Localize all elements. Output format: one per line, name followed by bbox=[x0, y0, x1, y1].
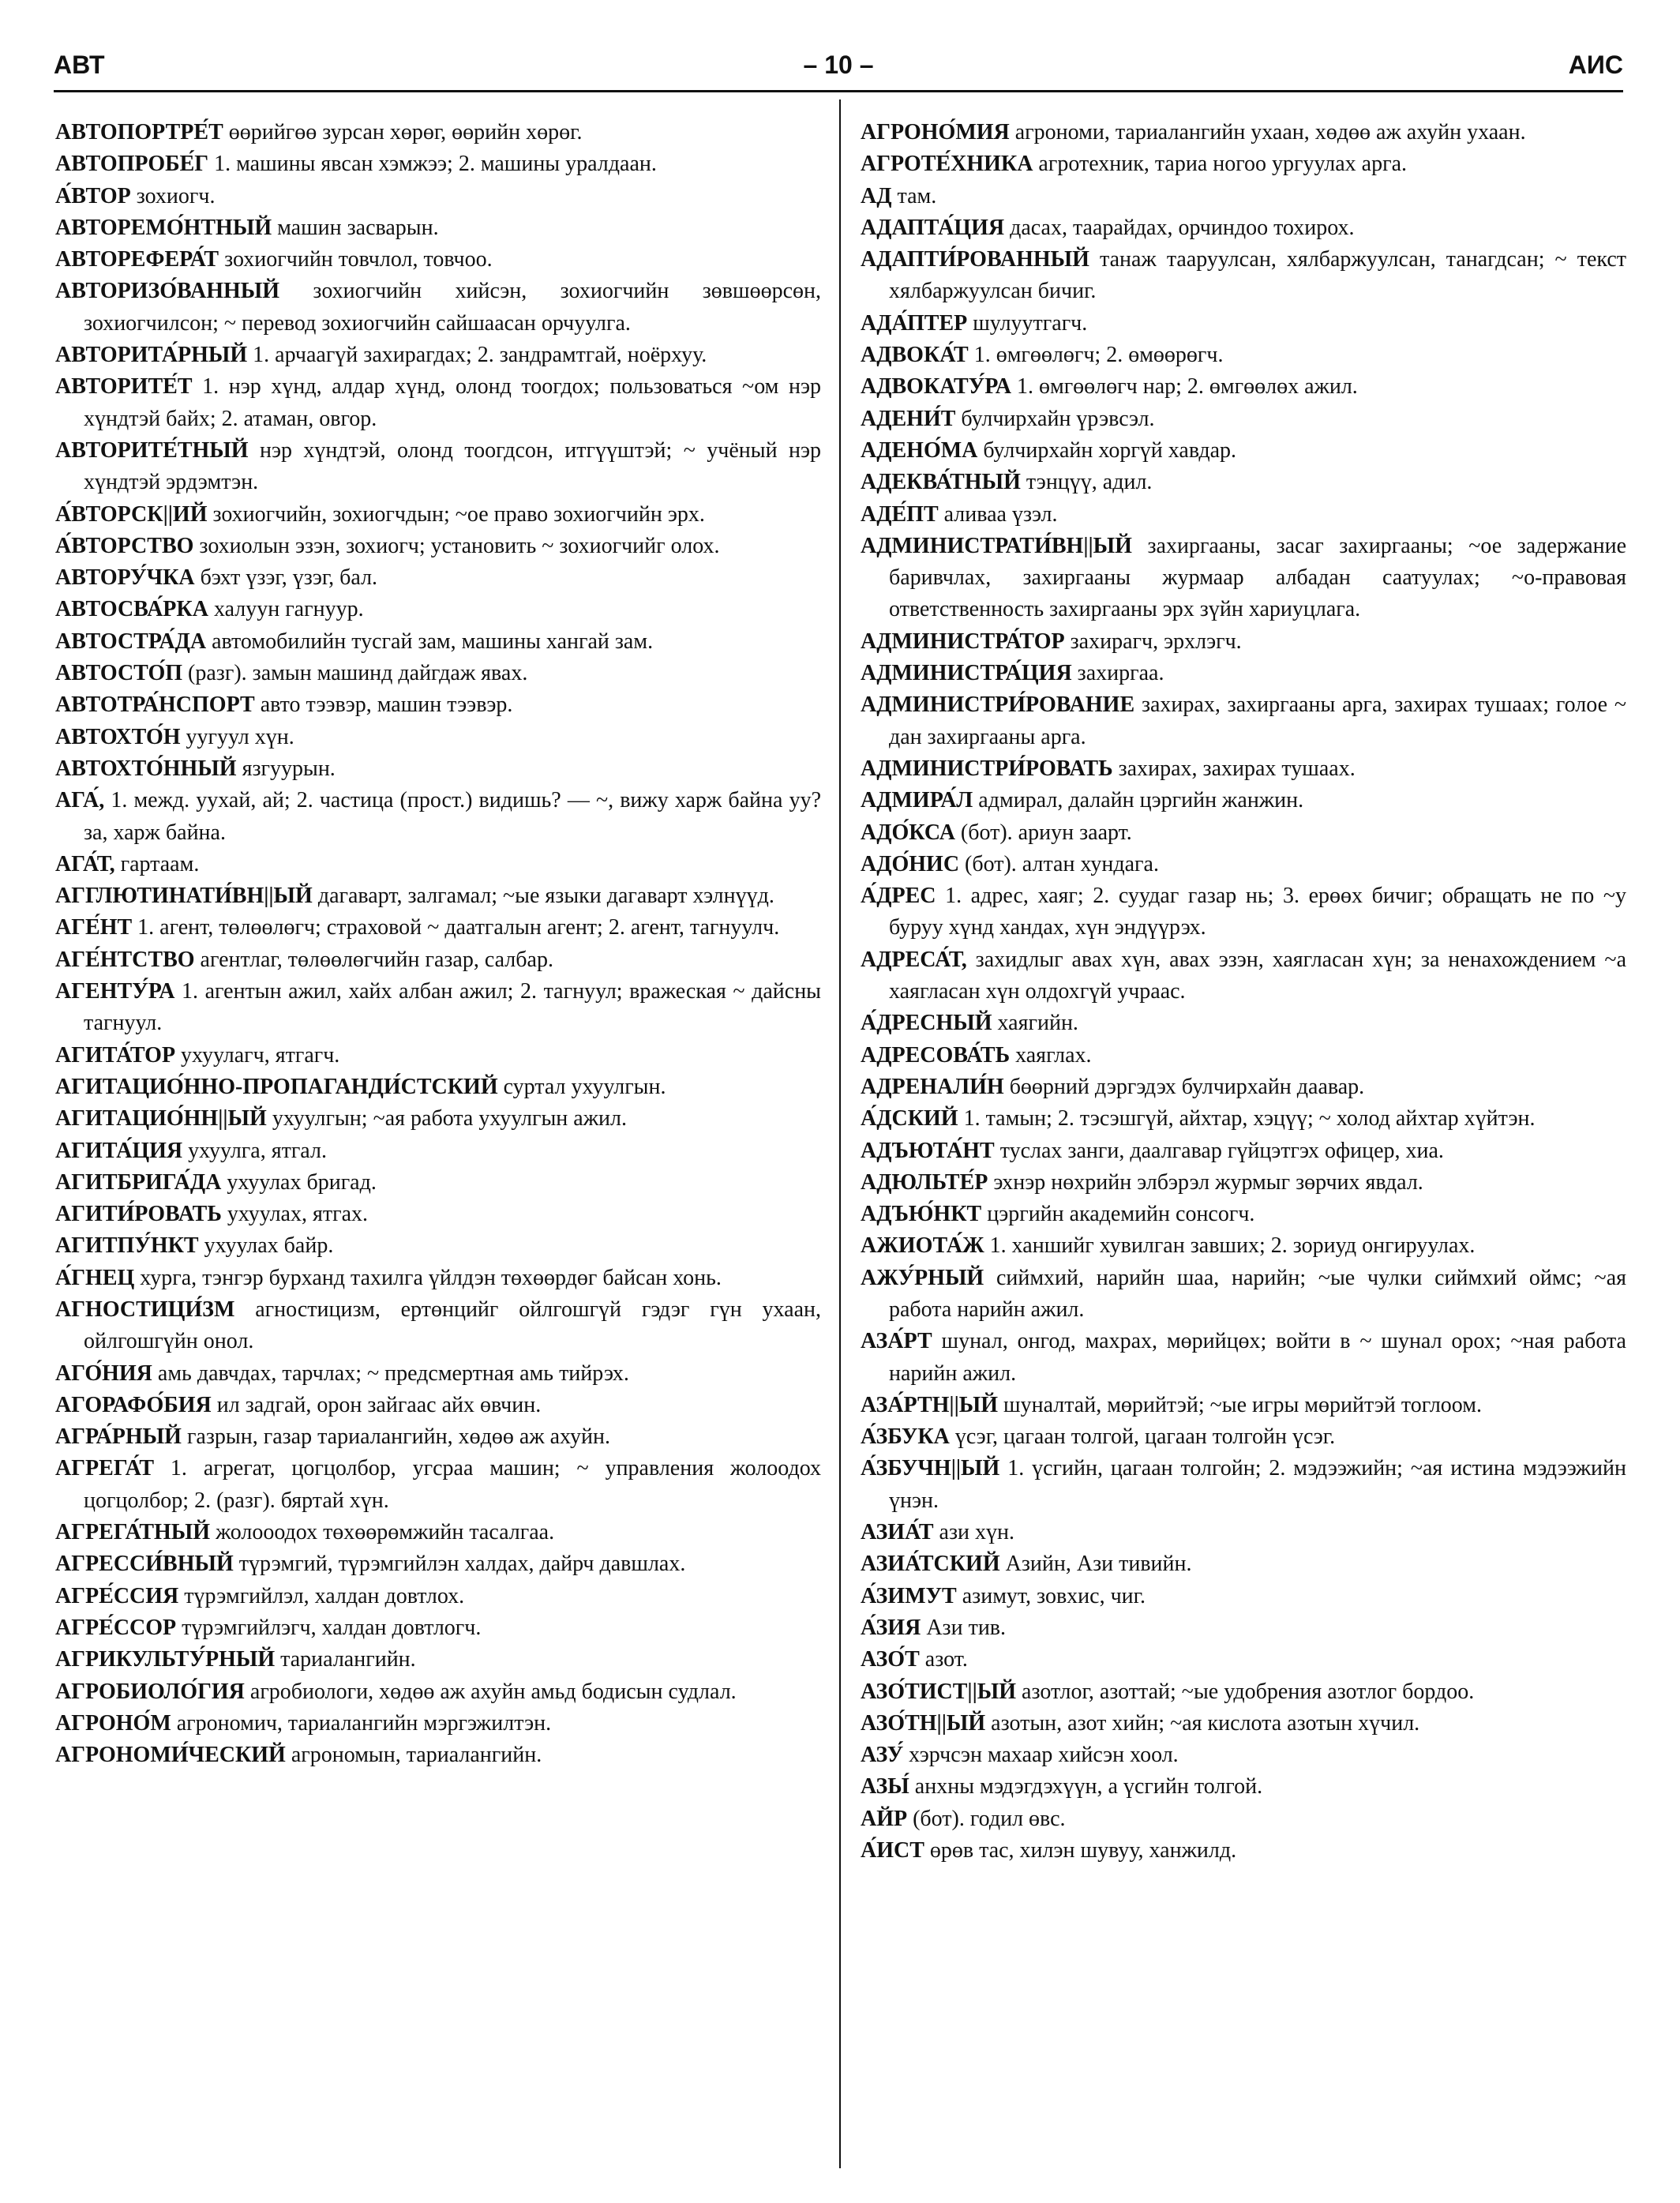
definition: анхны мэдэгдэхүүн, а үсгийн толгой. bbox=[909, 1774, 1263, 1800]
dictionary-entry bbox=[861, 1803, 1626, 1835]
definition: агностицизм, ертөнцийг ойлгошгүй гэдэг гүн ухаан, ойлгошгүйн онол. bbox=[84, 1297, 821, 1354]
headword: А́ДРЕСНЫЙ bbox=[861, 1011, 992, 1036]
definition: агротехник, тариа ногоо ургуулах арга. bbox=[1033, 152, 1408, 177]
definition: цэргийн академийн сонсогч. bbox=[981, 1202, 1255, 1227]
headword: АГРОНО́МИЯ bbox=[861, 120, 1010, 144]
headword: АГИТБРИГА́ДА bbox=[55, 1169, 222, 1195]
headword: АГРЕССИ́ВНЫЙ bbox=[55, 1552, 234, 1577]
dictionary-entry bbox=[55, 1358, 821, 1390]
definition: там. bbox=[891, 183, 937, 208]
headword: АДА́ПТЕР bbox=[861, 310, 968, 336]
dictionary-entry bbox=[861, 1390, 1626, 1421]
dictionary-entry bbox=[55, 340, 821, 371]
definition: халуун гагнуур. bbox=[208, 597, 364, 622]
headword: АГЕ́НТСТВО bbox=[55, 947, 195, 972]
definition: ухуулах байр. bbox=[198, 1233, 334, 1259]
headword: АГГЛЮТИНАТИ́ВН||ЫЙ bbox=[55, 884, 313, 909]
dictionary-entry bbox=[861, 1453, 1626, 1517]
headword: АДЕКВА́ТНЫЙ bbox=[861, 470, 1021, 495]
dictionary-entry bbox=[861, 371, 1626, 403]
headword: АДЕНИ́Т bbox=[861, 406, 956, 431]
headword: АДАПТА́ЦИЯ bbox=[861, 215, 1005, 240]
definition: танаж тааруулсан, хялбаржуулсан, танагдсан; ~ текст хялбаржуулсан бичиг. bbox=[889, 247, 1626, 304]
headword: А́ВТОРСТВО bbox=[55, 533, 194, 558]
dictionary-entry bbox=[55, 1581, 821, 1612]
definition: булчирхайн хоргүй хавдар. bbox=[977, 437, 1237, 463]
dictionary-entry bbox=[55, 722, 821, 753]
dictionary-entry bbox=[861, 340, 1626, 371]
dictionary-entry bbox=[861, 880, 1626, 944]
dictionary-entry bbox=[55, 626, 821, 658]
headword: АГРЕ́ССИЯ bbox=[55, 1583, 179, 1608]
dictionary-entry bbox=[861, 753, 1626, 785]
headword: АЗЫ́ bbox=[861, 1774, 909, 1800]
dictionary-entry bbox=[55, 1230, 821, 1262]
headword: АВТОРИТЕ́Т bbox=[55, 374, 193, 400]
definition: захиргаа. bbox=[1071, 661, 1164, 686]
headword: А́ЗИМУТ bbox=[861, 1583, 957, 1608]
dictionary-entry bbox=[55, 1708, 821, 1740]
definition: агентлаг, төлөөлөгчийн газар, салбар. bbox=[194, 947, 553, 972]
headword: АЗУ́ bbox=[861, 1743, 904, 1768]
headword: АДЪЮТА́НТ bbox=[861, 1138, 995, 1163]
headword: А́ЗБУКА bbox=[861, 1424, 950, 1450]
headword: АГА́, bbox=[55, 788, 105, 813]
dictionary-entry bbox=[55, 1135, 821, 1167]
definition: хурга, тэнгэр бурханд тахилга үйлдэн төхөөрдөг байсан хонь. bbox=[134, 1265, 722, 1290]
dictionary-entry bbox=[55, 1548, 821, 1580]
definition: өрөв тас, хилэн шувуу, ханжилд. bbox=[924, 1838, 1237, 1863]
headword: АЗО́Т bbox=[861, 1647, 920, 1672]
headword: АВТОСВА́РКА bbox=[55, 597, 208, 622]
definition: 1. агент, төлөөлөгч; страховой ~ даатгалын агент; 2. агент, тагнуулч. bbox=[132, 915, 780, 940]
headword: АЙР bbox=[861, 1806, 908, 1831]
dictionary-entry bbox=[55, 1612, 821, 1644]
definition: түрэмгий, түрэмгийлэн халдах, дайрч давшлах. bbox=[233, 1552, 686, 1577]
definition: (бот). алтан хундага. bbox=[959, 851, 1159, 876]
definition: зохиогчийн товчлол, товчоо. bbox=[219, 247, 493, 272]
headword: АГОРАФО́БИЯ bbox=[55, 1392, 212, 1417]
header-left-guide-word: АВТ bbox=[54, 51, 105, 79]
headword: АДЕНО́МА bbox=[861, 437, 978, 463]
headword: АГРЕ́ССОР bbox=[55, 1615, 177, 1640]
definition: 1. машины явсан хэмжээ; 2. машины уралдаан. bbox=[208, 152, 657, 177]
page-header bbox=[54, 46, 1623, 93]
headword: АДМИНИСТРИ́РОВАНИЕ bbox=[861, 692, 1135, 718]
dictionary-entry bbox=[55, 1390, 821, 1421]
dictionary-entry bbox=[861, 1263, 1626, 1327]
definition: хэрчсэн махаар хийсэн хоол. bbox=[903, 1743, 1179, 1768]
dictionary-entry bbox=[55, 1103, 821, 1135]
dictionary-entry bbox=[55, 117, 821, 148]
dictionary-entry bbox=[55, 1676, 821, 1708]
dictionary-entry bbox=[861, 1230, 1626, 1262]
headword: АВТОРУ́ЧКА bbox=[55, 565, 195, 591]
headword: АЗО́ТН||ЫЙ bbox=[861, 1710, 986, 1736]
dictionary-entry bbox=[861, 117, 1626, 148]
right-column bbox=[861, 117, 1626, 1867]
dictionary-entry bbox=[55, 1263, 821, 1294]
definition: (разг). замын машинд дайгдаж явах. bbox=[182, 661, 528, 686]
dictionary-entry bbox=[55, 148, 821, 180]
headword: АДМИРА́Л bbox=[861, 788, 973, 813]
dictionary-entry bbox=[55, 1517, 821, 1548]
headword: АДЮЛЬТЕ́Р bbox=[861, 1169, 988, 1195]
definition: тэнцүү, адил. bbox=[1020, 470, 1153, 495]
definition: шунал, онгод, махрах, мөрийцөх; войти в ~ шунал орох; ~ная работа нарийн ажил. bbox=[889, 1329, 1626, 1386]
headword: АДЪЮ́НКТ bbox=[861, 1202, 982, 1227]
headword: А́ИСТ bbox=[861, 1838, 924, 1863]
dictionary-entry bbox=[861, 1199, 1626, 1230]
definition: нэр хүндтэй, олонд тоогдсон, итгүүштэй; ~ учёный нэр хүндтэй эрдэмтэн. bbox=[84, 437, 821, 495]
dictionary-entry bbox=[861, 944, 1626, 1008]
dictionary-entry bbox=[861, 1548, 1626, 1580]
dictionary-entry bbox=[861, 1040, 1626, 1071]
dictionary-entry bbox=[55, 1294, 821, 1358]
headword: АВТОПОРТРЕ́Т bbox=[55, 120, 223, 144]
headword: АГРОТЕ́ХНИКА bbox=[861, 152, 1033, 177]
headword: А́ЗБУЧН||ЫЙ bbox=[861, 1456, 1000, 1481]
definition: хаяглах. bbox=[1010, 1042, 1092, 1068]
definition: 1. үсгийн, цагаан толгойн; 2. мэдээжийн; ~ая истина мэдээжийн үнэн. bbox=[889, 1456, 1626, 1513]
dictionary-entry bbox=[861, 1326, 1626, 1390]
dictionary-entry bbox=[55, 1740, 821, 1771]
definition: захирах, захиргааны арга, захирах тушаах; голое ~ дан захиргааны арга. bbox=[889, 692, 1626, 749]
column-divider bbox=[839, 99, 841, 2168]
definition: 1. адрес, хаяг; 2. суудаг газар нь; 3. ерөөх бичиг; обращать не по ~у буруу хүнд хандах, хүн эндүүрэх. bbox=[889, 884, 1626, 940]
headword: АГРЕГА́ТНЫЙ bbox=[55, 1520, 211, 1545]
dictionary-entry bbox=[861, 658, 1626, 689]
headword: АГРИКУЛЬТУ́РНЫЙ bbox=[55, 1647, 276, 1672]
headword: А́ДРЕС bbox=[861, 884, 936, 909]
dictionary-entry bbox=[861, 1835, 1626, 1867]
headword: АЗИА́Т bbox=[861, 1520, 934, 1545]
dictionary-entry bbox=[55, 1421, 821, 1453]
definition: адмирал, далайн цэргийн жанжин. bbox=[973, 788, 1304, 813]
definition: хаягийн. bbox=[992, 1011, 1078, 1036]
headword: АВТОПРОБЕ́Г bbox=[55, 152, 209, 177]
definition: азотлог, азоттай; ~ые удобрения азотлог бордоо. bbox=[1016, 1679, 1475, 1704]
headword: А́ЗИЯ bbox=[861, 1615, 921, 1640]
definition: азот. bbox=[919, 1647, 968, 1672]
definition: (бот). годил өвс. bbox=[907, 1806, 1066, 1831]
headword: АДО́КСА bbox=[861, 820, 955, 845]
definition: Ази тив. bbox=[921, 1615, 1007, 1640]
definition: 1. межд. уухай, ай; 2. частица (прост.) видишь? — ~, вижу харж байна уу? за, харж байна. bbox=[84, 788, 821, 845]
definition: захиргааны, засаг захиргааны; ~ое задержание баривчлах, захиргааны журмаар албадан саатуулах; ~о-правовая ответственность захиргааны эрх зүйн хариуцлага. bbox=[889, 533, 1626, 622]
definition: үсэг, цагаан толгой, цагаан толгойн үсэг. bbox=[949, 1424, 1336, 1450]
definition: азимут, зовхис, чиг. bbox=[956, 1583, 1146, 1608]
dictionary-entry bbox=[55, 181, 821, 212]
definition: эхнэр нөхрийн элбэрэл журмыг зөрчих явдал. bbox=[988, 1169, 1423, 1195]
dictionary-entry bbox=[861, 1517, 1626, 1548]
definition: зохиогчийн хийсэн, зохиогчийн зөвшөөрсөн, зохиогчилсон; ~ перевод зохиогчийн сайшаасан орчуулга. bbox=[84, 279, 821, 336]
headword: АВТОТРА́НСПОРТ bbox=[55, 692, 255, 718]
headword: АГЕНТУ́РА bbox=[55, 979, 175, 1004]
dictionary-entry bbox=[861, 403, 1626, 435]
dictionary-entry bbox=[55, 753, 821, 785]
definition: ухуулга, ятгал. bbox=[182, 1138, 327, 1163]
definition: агрономич, тариалангийн мэргэжилтэн. bbox=[171, 1710, 552, 1736]
headword: АВТОРИТА́РНЫЙ bbox=[55, 343, 248, 368]
dictionary-entry bbox=[861, 467, 1626, 498]
headword: АВТОРИЗО́ВАННЫЙ bbox=[55, 279, 280, 304]
headword: АГИТПУ́НКТ bbox=[55, 1233, 199, 1259]
definition: туслах занги, даалгавар гүйцэтгэх офицер, хиа. bbox=[994, 1138, 1444, 1163]
header-right-guide-word: АИС bbox=[1568, 51, 1623, 79]
dictionary-entry bbox=[55, 1167, 821, 1199]
dictionary-entry bbox=[861, 1644, 1626, 1676]
headword: АЗО́ТИСТ||ЫЙ bbox=[861, 1679, 1017, 1704]
definition: шулуутгагч. bbox=[967, 310, 1088, 336]
dictionary-entry bbox=[861, 308, 1626, 340]
dictionary-entry bbox=[55, 435, 821, 499]
dictionary-entry bbox=[55, 499, 821, 531]
headword: АВТОСТО́П bbox=[55, 661, 183, 686]
definition: 1. нэр хүнд, алдар хүнд, олонд тоогдох; пользоваться ~ом нэр хүндтэй байх; 2. атаман, овгор. bbox=[84, 374, 821, 431]
definition: ухуулагч, ятгагч. bbox=[175, 1042, 340, 1068]
dictionary-entry bbox=[861, 244, 1626, 308]
definition: бөөрний дэргэдэх булчирхайн даавар. bbox=[1003, 1074, 1365, 1099]
dictionary-entry bbox=[55, 212, 821, 244]
definition: зохиогчийн, зохиогчдын; ~ое право зохиогчийн эрх. bbox=[207, 501, 705, 527]
headword: АДВОКА́Т bbox=[861, 343, 969, 368]
headword: АДМИНИСТРА́ТОР bbox=[861, 629, 1065, 654]
dictionary-entry bbox=[55, 912, 821, 944]
definition: булчирхайн үрэвсэл. bbox=[955, 406, 1155, 431]
dictionary-entry bbox=[55, 276, 821, 340]
definition: газрын, газар тариалангийн, хөдөө аж ахуйн. bbox=[181, 1424, 610, 1450]
dictionary-entry bbox=[55, 594, 821, 625]
headword: АВТОРИТЕ́ТНЫЙ bbox=[55, 437, 249, 463]
dictionary-entry bbox=[861, 181, 1626, 212]
headword: АГА́Т, bbox=[55, 851, 115, 876]
definition: ази хүн. bbox=[933, 1520, 1014, 1545]
dictionary-entry bbox=[861, 785, 1626, 816]
header-rule bbox=[54, 90, 1623, 92]
dictionary-entry bbox=[861, 1103, 1626, 1135]
dictionary-entry bbox=[55, 1071, 821, 1103]
headword: АВТОСТРА́ДА bbox=[55, 629, 207, 654]
dictionary-entry bbox=[55, 531, 821, 562]
dictionary-entry bbox=[861, 817, 1626, 849]
dictionary-entry bbox=[861, 1612, 1626, 1644]
headword: АВТОХТО́Н bbox=[55, 724, 181, 749]
definition: (бот). ариун заарт. bbox=[954, 820, 1132, 845]
dictionary-entry bbox=[55, 1199, 821, 1230]
definition: агрономи, тариалангийн ухаан, хөдөө аж ахуйн ухаан. bbox=[1009, 120, 1526, 144]
definition: шуналтай, мөрийтэй; ~ые игры мөрийтэй тоглоом. bbox=[998, 1392, 1482, 1417]
headword: АГИТИ́РОВАТЬ bbox=[55, 1202, 222, 1227]
definition: гартаам. bbox=[114, 851, 200, 876]
dictionary-entry bbox=[861, 1581, 1626, 1612]
headword: АЗИА́ТСКИЙ bbox=[861, 1552, 1000, 1577]
dictionary-entry bbox=[55, 849, 821, 880]
headword: АГРОНОМИ́ЧЕСКИЙ bbox=[55, 1743, 286, 1768]
headword: АГРОНО́М bbox=[55, 1710, 171, 1736]
definition: агрономын, тариалангийн. bbox=[285, 1743, 542, 1768]
headword: АГО́НИЯ bbox=[55, 1360, 152, 1386]
definition: өөрийгөө зурсан хөрөг, өөрийн хөрөг. bbox=[223, 120, 583, 144]
definition: язгуурын. bbox=[236, 756, 336, 781]
dictionary-entry bbox=[55, 976, 821, 1040]
dictionary-entry bbox=[55, 562, 821, 594]
definition: 1. ханшийг хувилган завших; 2. зориуд онгируулах. bbox=[984, 1233, 1476, 1259]
definition: дагаварт, залгамал; ~ые языки дагаварт хэлнүүд. bbox=[312, 884, 774, 909]
definition: азотын, азот хийн; ~ая кислота азотын хүчил. bbox=[985, 1710, 1420, 1736]
dictionary-entry bbox=[861, 1008, 1626, 1039]
dictionary-entry bbox=[861, 1708, 1626, 1740]
definition: сиймхий, нарийн шаа, нарийн; ~ые чулки сиймхий оймс; ~ая работа нарийн ажил. bbox=[889, 1265, 1626, 1322]
definition: 1. тамын; 2. тэсэшгүй, айхтар, хэцүү; ~ холод айхтар хүйтэн. bbox=[958, 1106, 1536, 1132]
definition: 1. агрегат, цогцолбор, угсраа машин; ~ управления жолоодох цогцолбор; 2. (разг). бяртай хүн. bbox=[84, 1456, 821, 1513]
definition: аливаа үзэл. bbox=[938, 501, 1058, 527]
dictionary-entry bbox=[861, 212, 1626, 244]
dictionary-entry bbox=[55, 371, 821, 435]
headword: АЗА́РТ bbox=[861, 1329, 932, 1354]
headword: АДРЕНАЛИ́Н bbox=[861, 1074, 1004, 1099]
dictionary-entry bbox=[861, 626, 1626, 658]
dictionary-entry bbox=[861, 435, 1626, 467]
dictionary-entry bbox=[861, 849, 1626, 880]
definition: жолооодох төхөөрөмжийн тасалгаа. bbox=[210, 1520, 555, 1545]
definition: ухуулгын; ~ая работа ухуулгын ажил. bbox=[266, 1106, 628, 1132]
definition: авто тээвэр, машин тээвэр. bbox=[254, 692, 513, 718]
headword: А́ДСКИЙ bbox=[861, 1106, 958, 1132]
headword: АГИТА́ТОР bbox=[55, 1042, 176, 1068]
headword: АГРОБИОЛО́ГИЯ bbox=[55, 1679, 245, 1704]
dictionary-entry bbox=[55, 785, 821, 849]
definition: захирагч, эрхлэгч. bbox=[1064, 629, 1242, 654]
dictionary-entry bbox=[55, 944, 821, 976]
headword: А́ВТОР bbox=[55, 183, 131, 208]
definition: автомобилийн тусгай зам, машины хангай зам. bbox=[206, 629, 654, 654]
dictionary-entry bbox=[55, 658, 821, 689]
definition: бэхт үзэг, үзэг, бал. bbox=[194, 565, 378, 591]
headword: АГИТА́ЦИЯ bbox=[55, 1138, 183, 1163]
definition: ухуулах, ятгах. bbox=[221, 1202, 368, 1227]
page-number: – 10 – bbox=[803, 51, 874, 79]
definition: Азийн, Ази тивийн. bbox=[999, 1552, 1192, 1577]
dictionary-entry bbox=[861, 1421, 1626, 1453]
dictionary-entry bbox=[861, 1135, 1626, 1167]
definition: 1. арчаагүй захирагдах; 2. зандрамтгай, ноёрхуу. bbox=[247, 343, 707, 368]
dictionary-entry bbox=[861, 499, 1626, 531]
definition: 1. өмгөөлөгч; 2. өмөөрөгч. bbox=[968, 343, 1224, 368]
definition: түрэмгийлэгч, халдан довтлогч. bbox=[176, 1615, 482, 1640]
dictionary-entry bbox=[55, 244, 821, 276]
headword: АДО́НИС bbox=[861, 851, 960, 876]
headword: АВТОРЕФЕРА́Т bbox=[55, 247, 219, 272]
dictionary-entry bbox=[861, 1771, 1626, 1803]
headword: АДАПТИ́РОВАННЫЙ bbox=[861, 247, 1089, 272]
dictionary-entry bbox=[55, 1644, 821, 1676]
definition: захидлыг авах хүн, авах эзэн, хаягласан хүн; за ненахождением ~а хаягласан хүн олдохгүй учраас. bbox=[889, 947, 1626, 1004]
definition: ил задгай, орон зайгаас айх өвчин. bbox=[211, 1392, 542, 1417]
headword: АЗА́РТН||ЫЙ bbox=[861, 1392, 999, 1417]
definition: амь давчдах, тарчлах; ~ предсмертная амь тийрэх. bbox=[152, 1360, 629, 1386]
dictionary-entry bbox=[861, 1740, 1626, 1771]
definition: түрэмгийлэл, халдан довтлох. bbox=[178, 1583, 465, 1608]
headword: АДРЕСОВА́ТЬ bbox=[861, 1042, 1011, 1068]
dictionary-entry bbox=[861, 1676, 1626, 1708]
headword: АДМИНИСТРИ́РОВАТЬ bbox=[861, 756, 1113, 781]
left-column bbox=[55, 117, 821, 1771]
definition: ухуулах бригад. bbox=[221, 1169, 377, 1195]
headword: АГИТАЦИО́НН||ЫЙ bbox=[55, 1106, 267, 1132]
dictionary-entry bbox=[861, 148, 1626, 180]
dictionary-entry bbox=[55, 689, 821, 721]
headword: АДМИНИСТРА́ЦИЯ bbox=[861, 661, 1072, 686]
headword: АДЕ́ПТ bbox=[861, 501, 939, 527]
definition: агробиологи, хөдөө аж ахуйн амьд бодисын судлал. bbox=[244, 1679, 737, 1704]
dictionary-entry bbox=[55, 880, 821, 912]
definition: зохиолын эзэн, зохиогч; установить ~ зохиогчийг олох. bbox=[193, 533, 720, 558]
dictionary-entry bbox=[861, 1071, 1626, 1103]
definition: захирах, захирах тушаах. bbox=[1112, 756, 1356, 781]
headword: АД bbox=[861, 183, 892, 208]
definition: тариалангийн. bbox=[275, 1647, 416, 1672]
headword: АГРА́РНЫЙ bbox=[55, 1424, 182, 1450]
dictionary-entry bbox=[861, 531, 1626, 626]
dictionary-entry bbox=[55, 1453, 821, 1517]
headword: АГИТАЦИО́ННО-ПРОПАГАНДИ́СТСКИЙ bbox=[55, 1074, 498, 1099]
headword: АДМИНИСТРАТИ́ВН||ЫЙ bbox=[861, 533, 1132, 558]
headword: АГНОСТИЦИ́ЗМ bbox=[55, 1297, 235, 1322]
headword: АВТОРЕМО́НТНЫЙ bbox=[55, 215, 272, 240]
headword: АЖИОТА́Ж bbox=[861, 1233, 984, 1259]
definition: машин засварын. bbox=[272, 215, 439, 240]
definition: дасах, таарайдах, орчиндоо тохирох. bbox=[1004, 215, 1355, 240]
definition: уугуул хүн. bbox=[180, 724, 294, 749]
definition: зохиогч. bbox=[130, 183, 216, 208]
headword: АДРЕСА́Т, bbox=[861, 947, 967, 972]
headword: АДВОКАТУ́РА bbox=[861, 374, 1011, 400]
dictionary-entry bbox=[55, 1040, 821, 1071]
headword: АВТОХТО́ННЫЙ bbox=[55, 756, 237, 781]
headword: АГЕ́НТ bbox=[55, 915, 133, 940]
definition: 1. өмгөөлөгч нар; 2. өмгөөлөх ажил. bbox=[1011, 374, 1358, 400]
dictionary-entry bbox=[861, 689, 1626, 753]
headword: А́ГНЕЦ bbox=[55, 1265, 135, 1290]
headword: АЖУ́РНЫЙ bbox=[861, 1265, 984, 1290]
definition: суртал ухуулгын. bbox=[497, 1074, 666, 1099]
headword: АГРЕГА́Т bbox=[55, 1456, 155, 1481]
dictionary-entry bbox=[861, 1167, 1626, 1199]
definition: 1. агентын ажил, хайх албан ажил; 2. тагнуул; вражеская ~ дайсны тагнуул. bbox=[84, 979, 821, 1036]
headword: А́ВТОРСК||ИЙ bbox=[55, 501, 208, 527]
